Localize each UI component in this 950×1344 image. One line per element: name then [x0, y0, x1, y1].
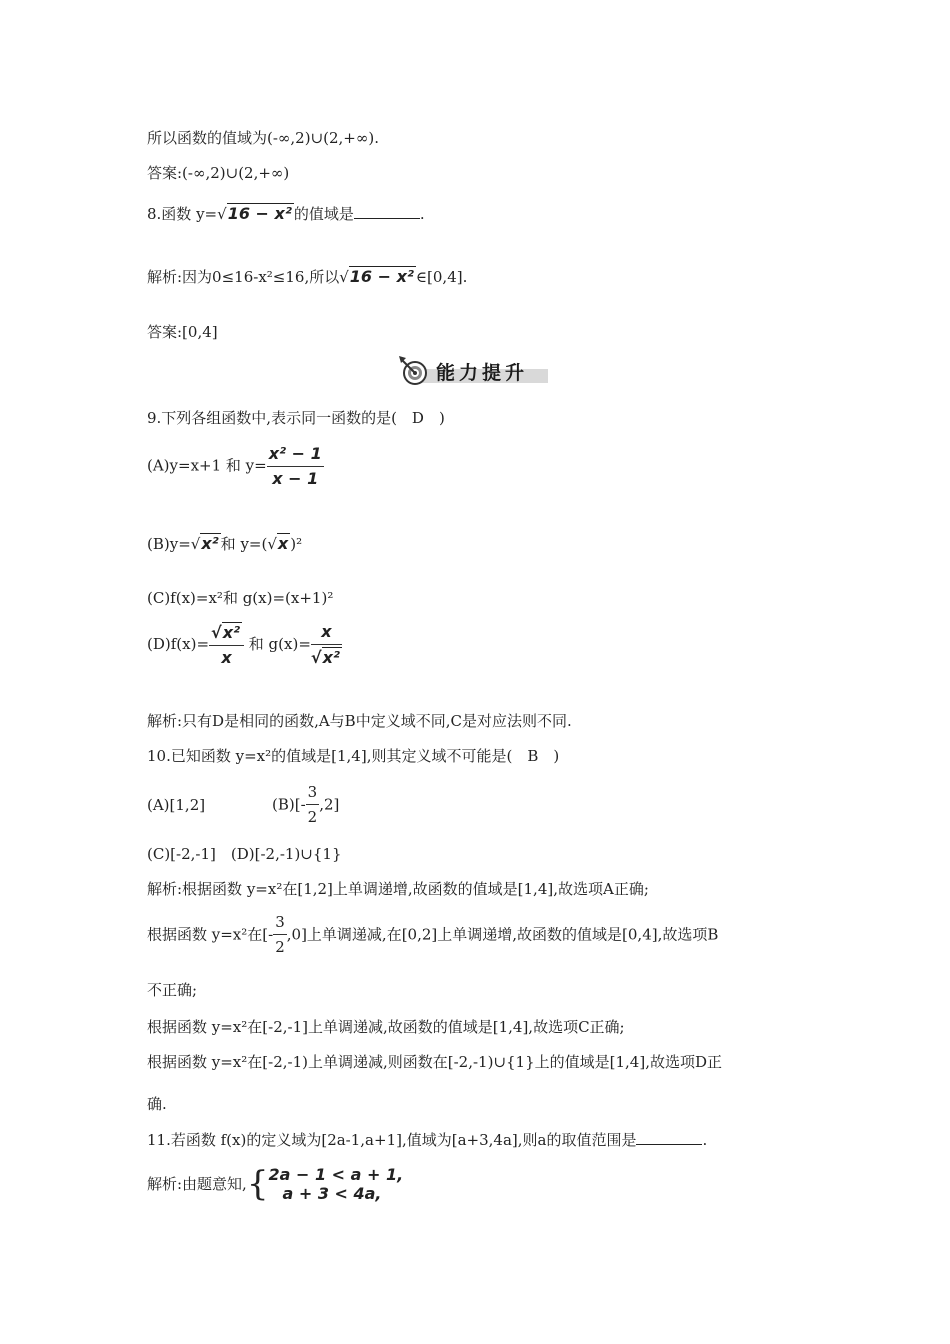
text-line: 所以函数的值域为(-∞,2)∪(2,+∞).	[147, 129, 379, 147]
question-10: 10.已知函数 y=x²的值域是[1,4],则其定义域不可能是( B )	[147, 747, 560, 765]
fraction: $\frac{\text{√x²}}{x}$	[209, 622, 244, 668]
question-9: 9.下列各组函数中,表示同一函数的是( D )	[147, 409, 445, 427]
analysis-10-line: 不正确;	[147, 981, 198, 999]
analysis-10-line: 根据函数 y=x²在[-2,-1)上单调递减,则函数在[-2,-1)∪{1}上的值域是[1,4],故选项D正	[147, 1053, 722, 1071]
analysis-9: 解析:只有D是相同的函数,A与B中定义域不同,C是对应法则不同.	[147, 712, 572, 730]
answer-blank	[636, 1130, 702, 1145]
fraction: $\frac{3}{2}$	[275, 913, 285, 956]
fraction: $\frac{x}{\text{√x²}}$	[310, 622, 340, 667]
analysis-10: 解析:根据函数 y=x²在[1,2]上单调递增,故函数的值域是[1,4],故选项A正确;	[147, 880, 649, 898]
analysis-10-line: 根据函数 y=x²在[- $\frac{3}{2}$ ,0]上单调递减,在[0,2]上单调递增,故函数的值域是[0,4],故选项B	[147, 913, 719, 956]
sqrt-expression: √x²	[190, 534, 219, 553]
sqrt-expression: √16 − x²	[217, 204, 292, 223]
question-8: 8.函数 y=√16 − x² 的值域是 .	[147, 204, 425, 223]
analysis-10-line: 确.	[147, 1095, 167, 1113]
banner-title: 能力提升	[436, 362, 529, 384]
sqrt-expression: √x	[267, 534, 289, 553]
answer-blank	[354, 204, 420, 219]
q10-options-ab: (A)[1,2] (B)[- $\frac{3}{2}$ ,2]	[147, 783, 340, 826]
option-c: (C)f(x)=x²和 g(x)=(x+1)²	[147, 589, 334, 607]
target-icon	[398, 355, 432, 387]
analysis-11: 解析:由题意知,{ 2a − 1 < a + 1, a + 3 < 4a,	[147, 1164, 404, 1204]
option-b: (B)y=√x² 和 y=(√x )²	[147, 534, 303, 553]
answer-line: 答案:(-∞,2)∪(2,+∞)	[147, 164, 290, 182]
option-d: (D)f(x)= $\frac{\text{√x²}}{x}$ 和 g(x)= $\frac{x}{\text{√x²}}$	[147, 622, 340, 667]
q8-suffix: 的值域是	[293, 205, 354, 223]
q10-options-cd: (C)[-2,-1] (D)[-2,-1)∪{1}	[147, 845, 342, 863]
section-banner	[398, 355, 548, 387]
analysis-8: 解析:因为0≤16-x²≤16,所以√16 − x² ∈[0,4].	[147, 267, 468, 286]
fraction: $\frac{\text{x² − 1}}{x - 1}$	[268, 444, 322, 488]
fraction: $\frac{3}{2}$	[307, 783, 318, 826]
inequality-system: 2a − 1 < a + 1, a + 3 < 4a,	[268, 1165, 404, 1203]
analysis-10-line: 根据函数 y=x²在[-2,-1]上单调递减,故函数的值域是[1,4],故选项C正确;	[147, 1018, 625, 1036]
q8-prefix: 8.函数 y=	[147, 205, 218, 223]
brace: {	[246, 1164, 269, 1204]
option-a: (A)y=x+1 和 y= $\frac{\text{x² − 1}}{x - 1}$	[147, 444, 322, 488]
question-11: 11.若函数 f(x)的定义域为[2a-1,a+1],值域为[a+3,4a],则a的取值范围是 .	[147, 1131, 708, 1149]
sqrt-expression: √16 − x²	[339, 267, 414, 286]
answer-8: 答案:[0,4]	[147, 323, 218, 341]
